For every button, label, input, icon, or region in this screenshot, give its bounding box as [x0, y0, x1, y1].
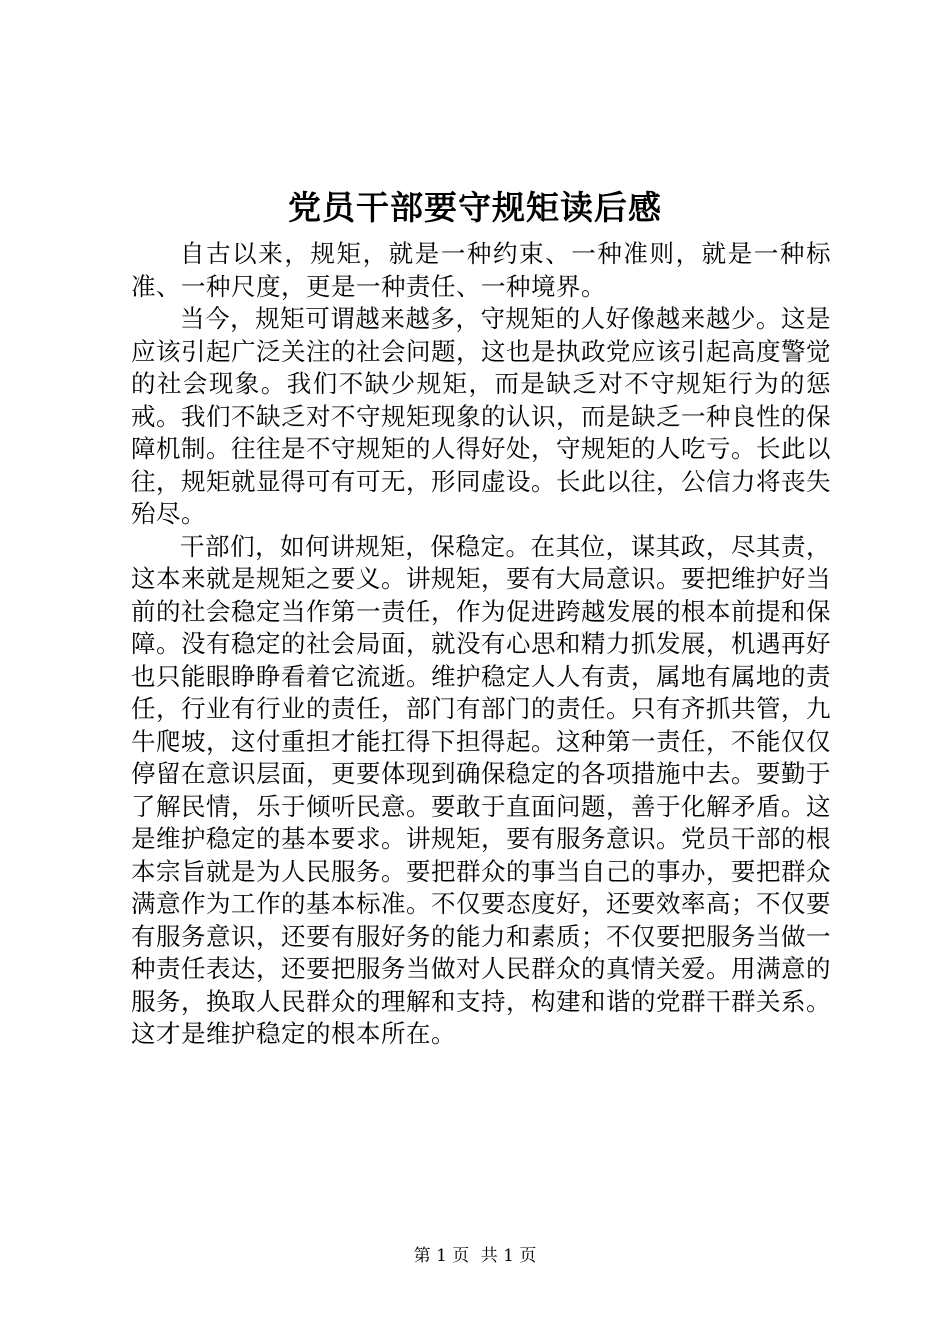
paragraph-3: 干部们，如何讲规矩，保稳定。在其位，谋其政，尽其责，这本来就是规矩之要义。讲规矩，要有大局意识。要把维护好当前的社会稳定当作第一责任，作为促进跨越发展的根本前提和保障。没有稳定的社会局面，就没有心思和精力抓发展，机遇再好也只能眼睁睁看着它流逝。维护稳定人人有责，属地有属地的责任，行业有行业的责任，部门有部门的责任。只有齐抓共管，九牛爬坡，这付重担才能扛得下担得起。这种第一责任，不能仅仅停留在意识层面，更要体现到确保稳定的各项措施中去。要勤于了解民情，乐于倾听民意。要敢于直面问题，善于化解矛盾。这是维护稳定的基本要求。讲规矩，要有服务意识。党员干部的根本宗旨就是为人民服务。要把群众的事当自己的事办，要把群众满意作为工作的基本标准。不仅要态度好，还要效率高；不仅要有服务意识，还要有服好务的能力和素质；不仅要把服务当做一种责任表达，还要把服务当做对人民群众的真情关爱。用满意的服务，换取人民群众的理解和支持，构建和谐的党群干群关系。这才是维护稳定的根本所在。: [131, 531, 831, 1048]
paragraph-1: 自古以来，规矩，就是一种约束、一种准则，就是一种标准、一种尺度，更是一种责任、一种境界。: [131, 239, 831, 301]
page-footer: [0, 1244, 950, 1268]
page-total: 共 1 页: [480, 1246, 537, 1266]
document-body: [131, 238, 831, 1051]
document-title: 党员干部要守规矩读后感: [288, 188, 662, 227]
paragraph-2: 当今，规矩可谓越来越多，守规矩的人好像越来越少。这是应该引起广泛关注的社会问题，这也是执政党应该引起高度警觉的社会现象。我们不缺少规矩，而是缺乏对不守规矩行为的惩戒。我们不缺乏对不守规矩现象的认识，而是缺乏一种良性的保障机制。往往是不守规矩的人得好处，守规矩的人吃亏。长此以往，规矩就显得可有可无，形同虚设。长此以往，公信力将丧失殆尽。: [131, 304, 831, 528]
page-number: 第 1 页: [413, 1246, 470, 1266]
